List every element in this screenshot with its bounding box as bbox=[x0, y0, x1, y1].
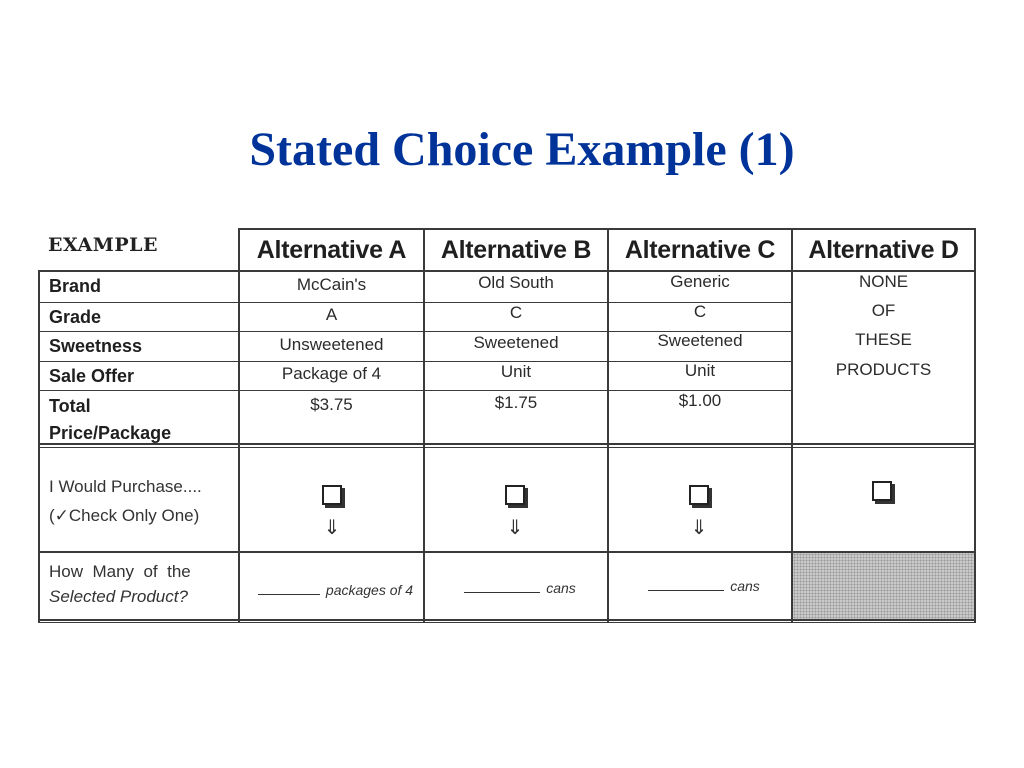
alt-a-grade: A bbox=[325, 305, 338, 324]
alt-c-grade: C bbox=[693, 302, 707, 321]
slide-title: Stated Choice Example (1) bbox=[249, 123, 795, 176]
selected-product-label: Selected Product? bbox=[49, 587, 188, 606]
example-label: EXAMPLE bbox=[48, 234, 158, 256]
quantity-blank bbox=[258, 594, 320, 595]
alt-d-these: THESE bbox=[855, 330, 912, 349]
down-arrow-icon: ⇓ bbox=[323, 517, 341, 539]
alt-a-brand: McCain's bbox=[296, 275, 367, 294]
alt-d-products: PRODUCTS bbox=[835, 360, 932, 379]
purchase-label: I Would Purchase.... bbox=[49, 477, 202, 496]
alternative-a-header: Alternative A bbox=[256, 235, 407, 264]
alt-b-brand: Old South bbox=[478, 273, 554, 292]
down-arrow-icon: ⇓ bbox=[690, 517, 708, 539]
sweetness-label: Sweetness bbox=[49, 336, 143, 356]
alt-a-quantity-unit: packages of 4 bbox=[325, 582, 414, 598]
alt-b-grade: C bbox=[509, 303, 523, 322]
check-only-one-label: (✓Check Only One) bbox=[49, 506, 200, 525]
quantity-blank bbox=[464, 592, 540, 593]
alt-b-sweetness: Sweetened bbox=[473, 333, 559, 352]
alt-b-price: $1.75 bbox=[494, 393, 538, 412]
grade-label: Grade bbox=[49, 307, 102, 327]
sale-offer-label: Sale Offer bbox=[49, 366, 135, 386]
quantity-blank bbox=[648, 590, 724, 591]
total-label: Total bbox=[49, 396, 91, 416]
alt-a-sweetness: Unsweetened bbox=[279, 335, 384, 354]
down-arrow-icon: ⇓ bbox=[506, 517, 524, 539]
table-rule bbox=[38, 270, 40, 622]
alt-d-checkbox[interactable] bbox=[872, 481, 892, 501]
how-many-label: How Many of the bbox=[49, 562, 191, 581]
price-package-label: Price/Package bbox=[49, 423, 172, 443]
brand-label: Brand bbox=[49, 276, 102, 296]
table-rule bbox=[38, 443, 976, 445]
table-rule bbox=[974, 228, 976, 622]
alt-b-checkbox[interactable] bbox=[505, 485, 525, 505]
table-rule bbox=[38, 622, 976, 623]
table-rule bbox=[38, 447, 976, 448]
alt-c-quantity-field[interactable] bbox=[617, 572, 791, 601]
alt-d-shaded-cell bbox=[793, 553, 974, 619]
alt-a-checkbox[interactable] bbox=[322, 485, 342, 505]
alt-b-quantity-unit: cans bbox=[546, 580, 576, 596]
alternative-d-header: Alternative D bbox=[808, 235, 959, 264]
alt-a-sale-offer: Package of 4 bbox=[281, 364, 382, 383]
alt-a-quantity-field[interactable] bbox=[248, 576, 423, 605]
alternative-b-header: Alternative B bbox=[440, 235, 592, 264]
table-rule bbox=[38, 619, 976, 621]
alt-c-price: $1.00 bbox=[678, 391, 722, 410]
alt-b-sale-offer: Unit bbox=[500, 362, 532, 381]
choice-table bbox=[38, 228, 976, 622]
alt-d-of: OF bbox=[871, 301, 896, 320]
alternative-c-header: Alternative C bbox=[624, 235, 776, 264]
alt-b-quantity-field[interactable] bbox=[433, 574, 607, 603]
alt-a-price: $3.75 bbox=[310, 395, 353, 414]
alt-c-brand: Generic bbox=[670, 272, 730, 291]
alt-c-sweetness: Sweetened bbox=[657, 331, 743, 350]
alt-c-sale-offer: Unit bbox=[684, 361, 716, 380]
alt-c-checkbox[interactable] bbox=[689, 485, 709, 505]
alt-d-none: NONE bbox=[858, 272, 909, 291]
alt-c-quantity-unit: cans bbox=[730, 578, 760, 594]
